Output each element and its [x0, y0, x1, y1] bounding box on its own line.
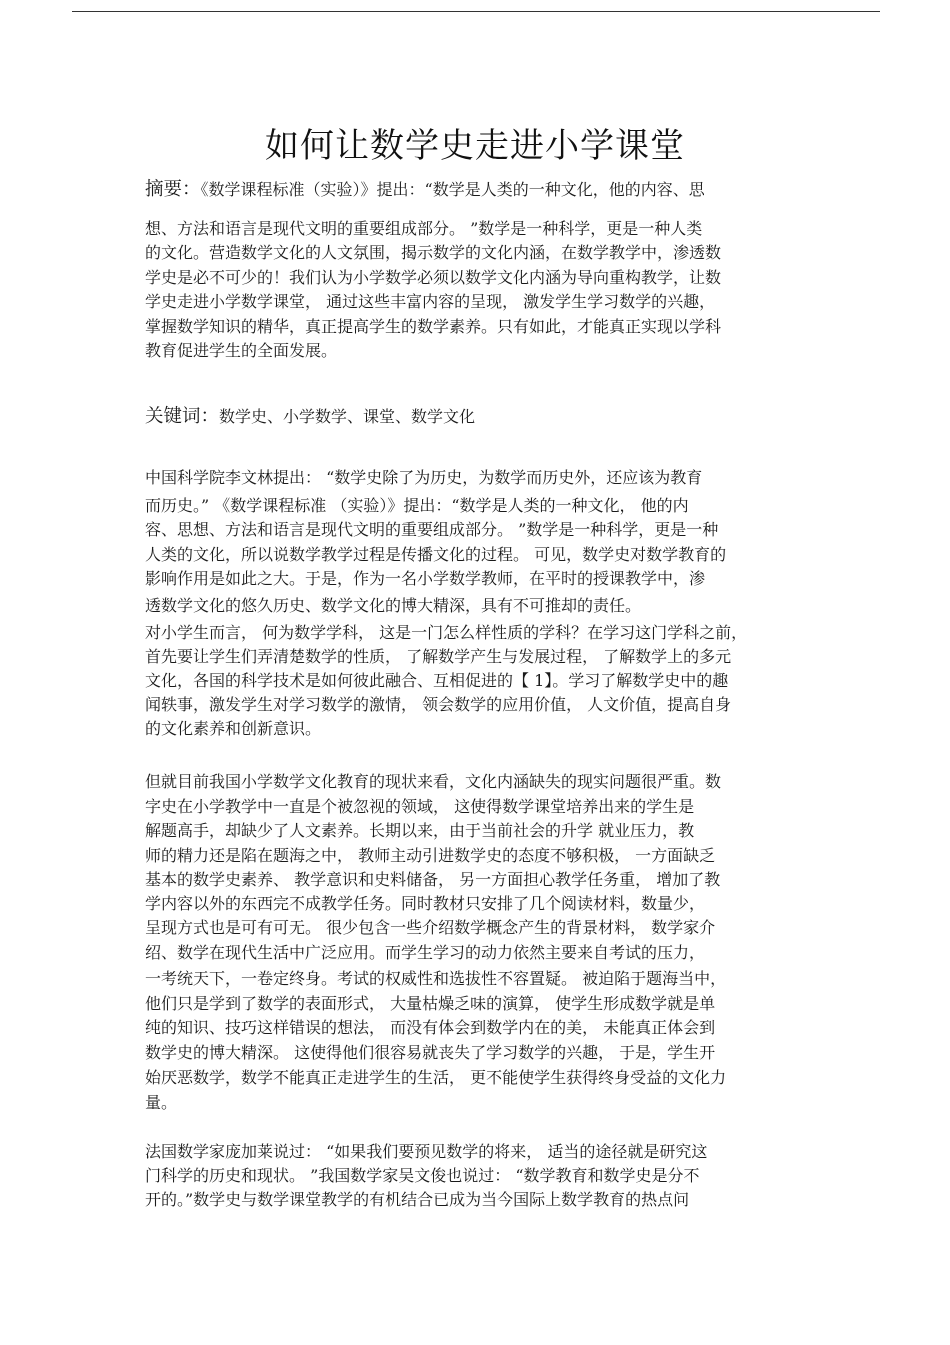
- paragraph-line: 但就目前我国小学数学文化教育的现状来看，文化内涵缺失的现实问题很严重。数: [145, 772, 722, 791]
- abstract-line: 教育促进学生的全面发展。: [145, 341, 338, 360]
- paragraph-line: 影响作用是如此之大。于是，作为一名小学数学教师，在平时的授课教学中，渗: [145, 569, 706, 588]
- paragraph-line: 学内容以外的东西完不成教学任务。同时教材只安排了几个阅读材料，数量少，: [145, 894, 706, 913]
- abstract-line: 掌握数学知识的精华，真正提高学生的数学素养。只有如此，才能真正实现以学科: [145, 317, 722, 336]
- paragraph-line: 师的精力还是陷在题海之中， 教师主动引进数学史的态度不够积极， 一方面缺乏: [145, 846, 716, 865]
- keywords-line: [145, 405, 475, 429]
- paragraph-line: 数学史的博大精深。 这使得他们很容易就丧失了学习数学的兴趣， 于是，学生开: [145, 1043, 716, 1062]
- keywords-label: 关键词：: [145, 406, 220, 427]
- paragraph-line: 呈现方式也是可有可无。 很少包含一些介绍数学概念产生的背景材料， 数学家介: [145, 918, 716, 937]
- paragraph-line: 他们只是学到了数学的表面形式， 大量枯燥乏味的演算， 使学生形成数学就是单: [145, 994, 716, 1013]
- keywords-text: 数学史、小学数学、课堂、数学文化: [219, 407, 476, 426]
- paragraph-line: 首先要让学生们弄清楚数学的性质， 了解数学产生与发展过程， 了解数学上的多元: [145, 647, 732, 666]
- paragraph-line: 人类的文化，所以说数学教学过程是传播文化的过程。 可见，数学史对数学教育的: [145, 545, 727, 564]
- paragraph-line: 透数学文化的悠久历史、数学文化的博大精深，具有不可推却的责任。: [145, 596, 642, 615]
- abstract-line: 的文化。营造数学文化的人文氛围，揭示数学的文化内涵，在数学教学中，渗透数: [145, 243, 722, 262]
- paragraph-line: 解题高手，却缺少了人文素养。长期以来，由于当前社会的升学 就业压力，教: [145, 821, 695, 840]
- abstract-label: 摘要：: [145, 179, 201, 200]
- paragraph-line: 中国科学院李文林提出： “数学史除了为历史，为数学而历史外，还应该为教育: [145, 468, 703, 487]
- paragraph-line: 始厌恶数学，数学不能真正走进学生的生活， 更不能使学生获得终身受益的文化力: [145, 1068, 727, 1087]
- abstract-text: 《数学课程标准（实验）》提出：“数学是人类的一种文化，他的内容、思: [200, 180, 705, 199]
- paragraph-line: 绍、数学在现代生活中广泛应用。而学生学习的动力依然主要来自考试的压力，: [145, 943, 706, 962]
- abstract-line: 学史走进小学数学课堂， 通过这些丰富内容的呈现， 激发学生学习数学的兴趣，: [145, 292, 716, 311]
- abstract-line: [145, 178, 705, 202]
- top-divider: [72, 11, 880, 12]
- paragraph-line: 的文化素养和创新意识。: [145, 719, 322, 738]
- paragraph-line: 纯的知识、技巧这样错误的想法， 而没有体会到数学内在的美， 未能真正体会到: [145, 1018, 716, 1037]
- paragraph-line: 对小学生而言， 何为数学学科， 这是一门怎么样性质的学科？在学习这门学科之前，: [145, 623, 748, 642]
- paragraph-line: 基本的数学史素养、 教学意识和史料储备， 另一方面担心教学任务重， 增加了教: [145, 870, 721, 889]
- paragraph-line: 闻轶事，激发学生对学习数学的激情， 领会数学的应用价值， 人文价值，提高自身: [145, 695, 732, 714]
- paragraph-line: 门科学的历史和现状。 ”我国数学家吴文俊也说过： “数学教育和数学史是分不: [145, 1166, 700, 1185]
- paragraph-line: 法国数学家庞加莱说过： “如果我们要预见数学的将来， 适当的途径就是研究这: [145, 1142, 708, 1161]
- paragraph-line: 量。: [145, 1093, 178, 1112]
- abstract-line: 学史是必不可少的！我们认为小学数学必须以数学文化内涵为导向重构教学，让数: [145, 268, 722, 287]
- document-title: 如何让数学史走进小学课堂: [265, 126, 685, 166]
- paragraph-line: 而历史。” 《数学课程标准 （实验）》提出：“数学是人类的一种文化， 他的内: [145, 496, 689, 515]
- paragraph-line: 文化，各国的科学技术是如何彼此融合、互相促进的【 1】。学习了解数学史中的趣: [145, 671, 729, 690]
- paragraph-line: 开的。”数学史与数学课堂教学的有机结合已成为当今国际上数学教育的热点问: [145, 1190, 690, 1209]
- abstract-line: 想、方法和语言是现代文明的重要组成部分。 ”数学是一种科学，更是一种人类: [145, 219, 703, 238]
- paragraph-line: 一考统天下，一卷定终身。考试的权威性和选拔性不容置疑。 被迫陷于题海当中，: [145, 969, 727, 988]
- paragraph-line: 字史在小学教学中一直是个被忽视的领域， 这使得数学课堂培养出来的学生是: [145, 797, 695, 816]
- paragraph-line: 容、思想、方法和语言是现代文明的重要组成部分。 ”数学是一种科学，更是一种: [145, 520, 719, 539]
